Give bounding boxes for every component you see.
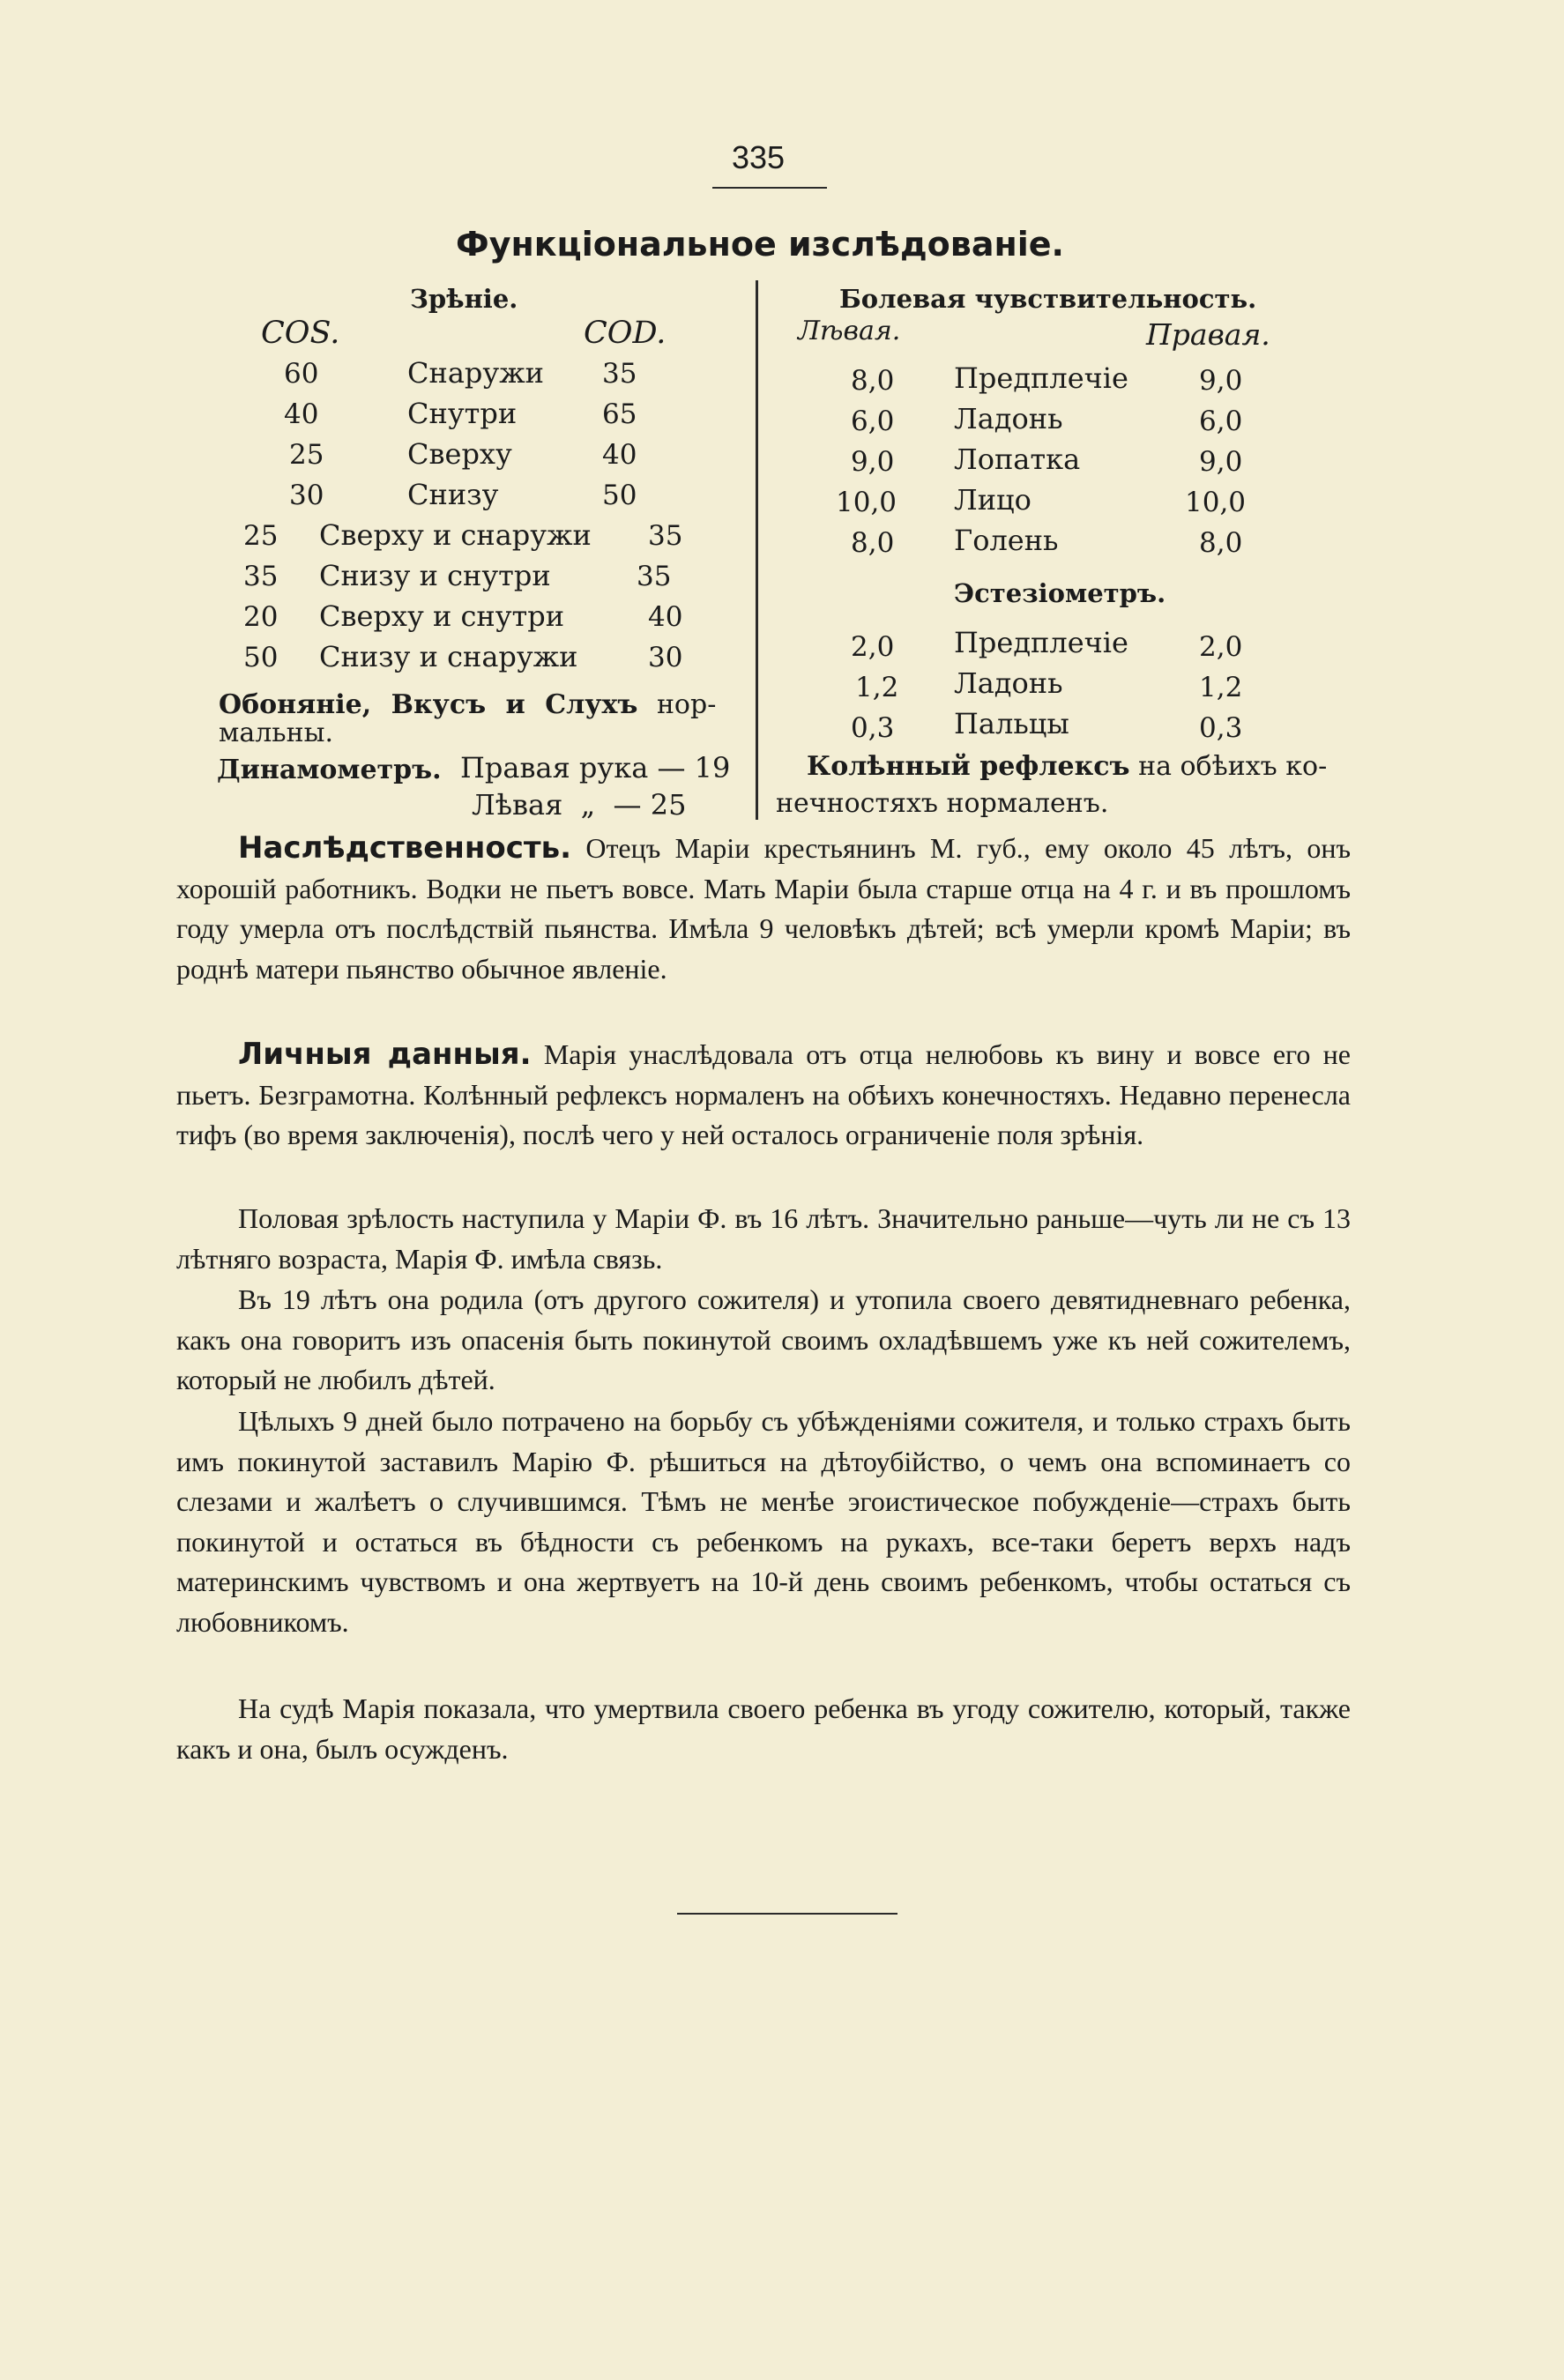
vision-left-value: 50 bbox=[243, 642, 279, 673]
pain-body-part: Лицо bbox=[954, 483, 1031, 517]
senses-note bbox=[219, 689, 716, 720]
pain-left-header: Лѣвая. bbox=[798, 316, 901, 346]
vision-right-value: 40 bbox=[602, 439, 637, 471]
pain-right-value: 9,0 bbox=[1199, 365, 1243, 397]
vision-direction: Снаружи bbox=[407, 356, 544, 390]
knee-reflex-note-continued: нечностяхъ нормаленъ. bbox=[776, 788, 1109, 819]
pain-left-value: 9,0 bbox=[851, 446, 895, 478]
vision-direction: Сверху и снутри bbox=[319, 599, 565, 633]
body-paragraph: Половая зрѣлость наступила у Маріи Ф. въ 16 лѣтъ. Значительно раньше—чуть ли не съ 13 лѣтняго возраста, Марія Ф. имѣла связь. bbox=[176, 1202, 1351, 1275]
esthesiometer-right-value: 0,3 bbox=[1199, 712, 1243, 744]
page-title: Функціональное изслѣдованіе. bbox=[456, 225, 1064, 264]
vision-left-value: 20 bbox=[243, 601, 279, 633]
vision-right-eye-header: COD. bbox=[584, 316, 667, 351]
vision-direction: Снизу bbox=[407, 478, 499, 511]
vision-direction: Снутри bbox=[407, 397, 518, 430]
dynamometer-right-hand: Правая рука — 19 bbox=[460, 751, 731, 785]
senses-note-continued: мальны. bbox=[219, 718, 334, 748]
vision-left-value: 60 bbox=[284, 358, 319, 390]
pain-right-value: 9,0 bbox=[1199, 446, 1243, 478]
vision-direction: Снизу и снаружи bbox=[319, 640, 578, 673]
vision-left-eye-header: COS. bbox=[261, 316, 340, 351]
senses-label: Обоняніе, Вкусъ и Слухъ bbox=[219, 689, 638, 720]
heredity-heading: Наслѣдственность. bbox=[238, 830, 571, 866]
esthesiometer-left-value: 0,3 bbox=[851, 712, 895, 744]
vision-heading: Зрѣніе. bbox=[410, 284, 518, 314]
vision-direction: Сверху bbox=[407, 437, 512, 471]
esthesiometer-body-part: Предплечіе bbox=[954, 626, 1128, 659]
senses-text: нор- bbox=[656, 689, 717, 720]
pain-body-part: Голень bbox=[954, 524, 1059, 557]
pain-left-value: 8,0 bbox=[851, 527, 895, 559]
pain-body-part: Ладонь bbox=[954, 402, 1063, 435]
pain-body-part: Предплечіе bbox=[954, 361, 1128, 395]
dynamometer-left-hand: Лѣвая „ — 25 bbox=[472, 788, 687, 822]
vision-right-value: 35 bbox=[648, 520, 683, 552]
heredity-paragraph bbox=[176, 829, 1351, 989]
pain-body-part: Лопатка bbox=[954, 443, 1081, 476]
vision-right-value: 35 bbox=[602, 358, 637, 390]
personal-data-paragraph bbox=[176, 1035, 1351, 1156]
vision-right-value: 50 bbox=[602, 480, 637, 511]
vision-right-value: 35 bbox=[637, 561, 672, 592]
dynamometer-label: Динамометръ. bbox=[217, 755, 442, 785]
pain-left-value: 10,0 bbox=[836, 487, 897, 518]
esthesiometer-right-value: 1,2 bbox=[1199, 672, 1243, 703]
vision-direction: Снизу и снутри bbox=[319, 559, 551, 592]
body-paragraph: На судѣ Марія показала, что умертвила своего ребенка въ угоду сожителю, который, также какъ и она, былъ осужденъ. bbox=[176, 1692, 1351, 1765]
pain-right-value: 8,0 bbox=[1199, 527, 1243, 559]
pain-right-value: 10,0 bbox=[1185, 487, 1247, 518]
pain-heading: Болевая чувствительность. bbox=[839, 284, 1257, 314]
knee-reflex-text: на обѣихъ ко- bbox=[1129, 751, 1328, 782]
pain-left-value: 6,0 bbox=[851, 405, 895, 437]
vision-right-value: 30 bbox=[648, 642, 683, 673]
personal-data-text: Марія унаслѣдовала отъ отца нелюбовь къ вину и вовсе его не пьетъ. Безграмотна. Колѣнный рефлексъ нормаленъ на обѣихъ конечностяхъ. Недавно перенесла тифъ (во время заключенія), послѣ чего у ней осталось ограниченіе поля зрѣнія. bbox=[176, 1038, 1352, 1150]
personal-data-heading: Личныя данныя. bbox=[238, 1037, 532, 1072]
body-paragraph: Въ 19 лѣтъ она родила (отъ другого сожителя) и утопила своего девятидневнаго ребенка, какъ она говоритъ изъ опасенія быть покинутой своимъ охладѣвшемъ уже къ ней сожителемъ, который не любилъ дѣтей. bbox=[176, 1283, 1351, 1395]
vision-left-value: 30 bbox=[289, 480, 324, 511]
vision-left-value: 25 bbox=[289, 439, 324, 471]
end-rule bbox=[677, 1913, 897, 1915]
vision-direction: Сверху и снаружи bbox=[319, 518, 592, 552]
vision-left-value: 35 bbox=[243, 561, 279, 592]
pain-right-header: Правая. bbox=[1146, 317, 1270, 352]
knee-reflex-note bbox=[807, 751, 1327, 782]
vision-left-value: 25 bbox=[243, 520, 279, 552]
vision-right-value: 65 bbox=[602, 398, 637, 430]
esthesiometer-body-part: Пальцы bbox=[954, 707, 1069, 740]
esthesiometer-heading: Эстезіометръ. bbox=[954, 578, 1166, 608]
page-number: 335 bbox=[731, 139, 786, 175]
vision-right-value: 40 bbox=[648, 601, 683, 633]
body-paragraph: Цѣлыхъ 9 дней было потрачено на борьбу съ убѣжденіями сожителя, и только страхъ быть имъ покинутой заставилъ Марію Ф. рѣшиться на дѣтоубійство, о чемъ она вспоминаетъ со слезами и жалѣетъ о случившимся. Тѣмъ не менѣе эгоистическое побужденіе—страхъ быть покинутой и остаться въ бѣдности съ ребенкомъ на рукахъ, все-таки беретъ верхъ надъ материнскимъ чувствомъ и она жертвуетъ на 10-й день своимъ ребенкомъ, чтобы остаться съ любовникомъ. bbox=[176, 1405, 1351, 1638]
pain-left-value: 8,0 bbox=[851, 365, 895, 397]
pain-right-value: 6,0 bbox=[1199, 405, 1243, 437]
page-number-rule bbox=[712, 187, 827, 189]
vision-left-value: 40 bbox=[284, 398, 319, 430]
heredity-text: Отецъ Маріи крестьянинъ М. губ., ему около 45 лѣтъ, онъ хорошій работникъ. Водки не пьетъ вовсе. Мать Маріи была старше отца на 4 г. и въ прошломъ году умерла отъ послѣдствій пьянства. Имѣла 9 человѣкъ дѣтей; всѣ умерли кромѣ Маріи; въ роднѣ матери пьянство обычное явленіе. bbox=[176, 832, 1351, 985]
column-divider bbox=[756, 280, 758, 820]
esthesiometer-right-value: 2,0 bbox=[1199, 631, 1243, 663]
knee-reflex-label: Колѣнный рефлексъ bbox=[807, 751, 1130, 782]
esthesiometer-left-value: 2,0 bbox=[851, 631, 895, 663]
esthesiometer-left-value: 1,2 bbox=[855, 672, 899, 703]
esthesiometer-body-part: Ладонь bbox=[954, 666, 1063, 700]
